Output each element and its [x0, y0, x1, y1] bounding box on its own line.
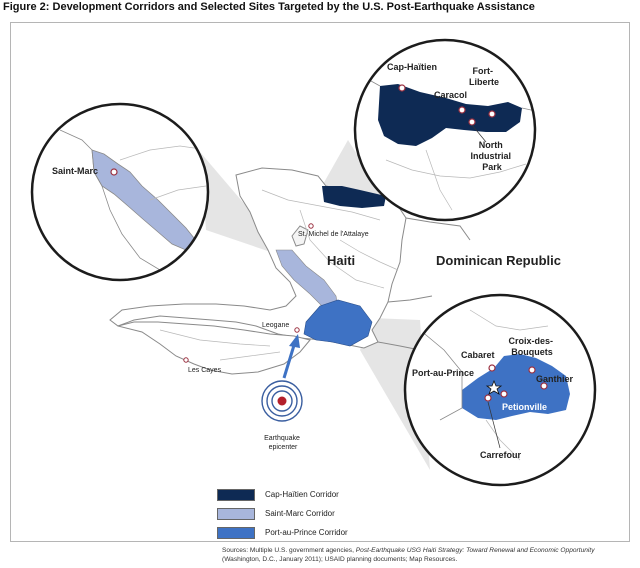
fort-liberte-label-line1: Fort- — [472, 66, 493, 76]
legend-item-saint-marc — [217, 504, 348, 523]
sources-suffix: (Washington, D.C., January 2011); USAID planning documents; Map Resources. — [222, 556, 458, 563]
saint-marc-marker — [111, 169, 117, 175]
cabaret-marker — [489, 365, 495, 371]
nip-label-line1: North — [478, 140, 503, 150]
cabaret-label: Cabaret — [461, 350, 495, 360]
caracol-label: Caracol — [434, 90, 468, 100]
les-cayes-marker — [184, 358, 188, 362]
legend-label: Saint-Marc Corridor — [265, 509, 335, 518]
legend-item-port-au-prince — [217, 523, 348, 542]
legend-item-cap-haitien — [217, 485, 348, 504]
fort-liberte-label-line2: Liberte — [468, 77, 500, 87]
country-label-haiti: Haiti — [327, 253, 356, 268]
country-label-dominican-republic: Dominican Republic — [436, 253, 561, 268]
croix-des-bouquets-marker — [529, 367, 535, 373]
cap-haitien-marker — [399, 85, 405, 91]
epicenter-label — [264, 435, 302, 451]
port-au-prince-inset — [405, 295, 595, 485]
saint-marc-inset — [32, 104, 208, 280]
legend-label: Port-au-Prince Corridor — [265, 528, 348, 537]
sources-doc-title: Post-Earthquake USG Haiti Strategy: Toward Renewal and Economic Opportunity — [355, 547, 595, 554]
leogane-label: Leogane — [262, 322, 290, 329]
legend-label: Cap-Haïtien Corridor — [265, 490, 339, 499]
caracol-marker — [459, 107, 465, 113]
nip-label-line2: Industrial — [470, 151, 511, 161]
carrefour-label: Carrefour — [480, 450, 522, 460]
earthquake-epicenter-icon — [262, 381, 302, 421]
cdb-label-line2: Bouquets — [511, 347, 553, 357]
les-cayes-label: Les Cayes — [188, 367, 222, 374]
leogane-marker — [295, 328, 299, 332]
legend-swatch — [217, 527, 255, 539]
legend-swatch — [217, 508, 255, 520]
cap-haitien-label: Cap-Haïtien — [387, 62, 438, 72]
nip-label-line3: Park — [482, 162, 502, 172]
ganthier-label: Ganthier — [536, 374, 574, 384]
sources-note — [222, 546, 632, 564]
map-legend — [217, 485, 348, 542]
epicenter-label-line2: epicenter — [268, 444, 298, 451]
sources-prefix: Sources: Multiple U.S. government agencies, — [222, 547, 356, 554]
st-michel-label: St. Michel de l'Attalaye — [298, 231, 369, 238]
north-industrial-park-marker — [469, 119, 475, 125]
fort-liberte-marker — [489, 111, 495, 117]
carrefour-marker — [485, 395, 491, 401]
cdb-label-line1: Croix-des- — [508, 336, 553, 346]
fort-liberte-label — [469, 66, 499, 87]
petionville-marker — [501, 391, 507, 397]
port-au-prince-label: Port-au-Prince — [412, 368, 475, 378]
saint-marc-label: Saint-Marc — [52, 166, 99, 176]
petionville-label: Petionville — [502, 402, 548, 412]
cap-haitien-inset — [355, 40, 540, 220]
st-michel-marker — [309, 224, 313, 228]
croix-des-bouquets-label — [508, 336, 555, 357]
figure-title: Figure 2: Development Corridors and Selected Sites Targeted by the U.S. Post-Earthquake Assistance — [3, 1, 535, 13]
epicenter-label-line1: Earthquake — [264, 435, 300, 442]
legend-swatch — [217, 489, 255, 501]
